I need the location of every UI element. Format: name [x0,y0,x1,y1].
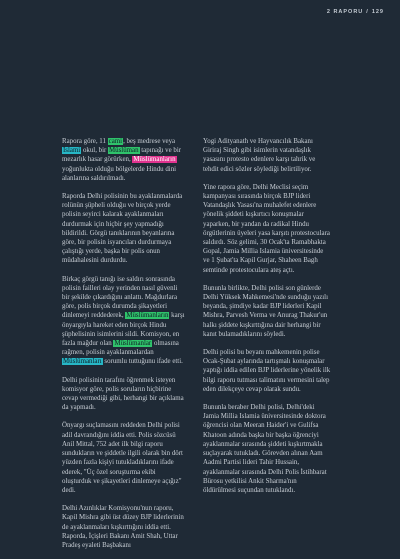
paragraph: Delhi Azınlıklar Komisyonu'nun raporu, Kapil Mishra gibi üst düzey BJP liderlerinin de ayaklanmaları kışkırttığını iddia etti. Raporda, İçişleri Bakanı Amit Shah, Uttar Pradeş eyaleti Başbakanı [62,505,184,549]
paragraph [62,275,185,367]
highlight-cyan: Müslümanları [63,358,102,366]
page-header [327,9,384,15]
paragraph: Delhi polisinin tarafını öğrenmek isteyen komisyor göre, polis soruların hiçbirine cevap vermediği gibi, herhangi bir açıklama da yapmadı. [62,376,184,412]
highlight-green: Müslüman [109,147,139,155]
paragraph: Delhi polisi bu beyanı mahkemenin polise Ocak-Şubat aylarında tartışmalı konuşmalar yaptığı iddia edilen BJP liderlerine yönelik ilk bilgi raporu tutması talimatını vermesini talep eden dilekçeye cevap olarak sundu. [203,349,331,393]
highlight-pink: Müslümanların [133,156,176,164]
paragraph: Raporda Delhi polisinin bu ayaklanmalarda rolünün şüpheli olduğu ve birçok yerde polisin seyirci kalarak ayaklanmaları durdurmak için hiçbir şey yapmadığı bildirildi. Görgü tanıklarının beyanlarına göre, bir polisin isyancıları durdurmaya çalıştığı yerde, başka bir polis onun müdahalesini durdurdu. [62,193,183,265]
left-column [62,137,185,559]
paragraph [62,137,185,183]
page-number: 129 [371,9,384,15]
header-separator: / [366,9,369,15]
paragraph: Önyargı suçlamasını reddeden Delhi polisi adil davrandığını iddia etti. Polis sözcüsü Anil Mittal, 752 adet ilk bilgi raporu sundukların ve şiddetle ilgili olarak bin dört yüzden fazla kişiyi tutukladıklarını ifade ederek, "Üç özel soruşturma ekibi oluşturduk ve şikayetleri dinlemeye açığız" dedi. [62,422,183,494]
highlight-green: Müslümanların [126,312,169,320]
highlight-cyan: İslami [63,147,81,155]
text-run: Rapora göre, 11 [62,138,108,145]
text-run: Birkaç görgü tanığı ise saldırı sonrasında polisin failleri olay yerinden nasıl güvenli bir şekilde çıkardığını anlattı. Mağdurlara göre, polis birçok durumda şikayetleri dinlemeyi reddederek, [62,275,178,320]
text-run: okul, bir [81,147,109,155]
paragraph: Bununla birlikte, Delhi polisi son günlerde Delhi Yüksek Mahkemesi'nde sunduğu yazılı beyanda, şimdiye kadar BJP liderleri Kapil Mishra, Parvesh Verma ve Anurag Thakur'un halkı şiddete kışkırttığına dair herhangi bir kanıt bulamadıklarını söyledi. [203,284,328,338]
highlight-green: cami [108,138,123,145]
paragraph: Yogi Adityanath ve Hayvancılık Bakanı Giriraj Singh gibi isimlerin vatandaşlık yasasını protesto edenlere karşı tahrik ve tehdit edici sözler söylediği belirtiliyor. [203,138,316,173]
text-run: tapınağı ve bir mezarlık hasar görürken, [62,147,182,164]
paragraph: Yine rapora göre, Delhi Meclisi seçim kampanyası sırasında birçok BJP lideri Vatandaşlık Yasası'na muhalefet edenlere yönelik şiddeti kışkırtıcı konuşmalar yaparken, bir yandan da radikal Hindu örgütlerinin üyeleri yasa karşıtı protestoculara saldırdı. Söz gelimi, 30 Ocak'ta Ramabhakta Gopal, Jamia Millia Islamia üniversitesinde ve 1 Şubat'ta Kapil Gurjar, Shaheen Bagh semtinde protestoculara ateş açtı. [203,183,330,274]
right-column [203,137,331,504]
text-run: yoğunlukta olduğu bölgelerde Hindu dini alanlarına saldırılmadı. [62,165,177,182]
section-title: 2 RAPORU [326,9,364,15]
highlight-green: Müslümanlar [114,340,152,348]
text-run: sorumlu tuttuğunu ifade etti. [102,358,183,366]
text-run: , beş medrese veya [123,138,176,145]
paragraph: Bununla beraber Delhi polisi, Delhi'deki Jamia Millia Islamia üniversitesinde doktora öğrencisi olan Meeran Haider'i ve Gulifsa Khatoon adında başka bir başka öğrenciyi ayaklanmalar sırasında şiddeti kışkırtmakla suçlayarak tutukladı. Görevden alınan Aam Aadmi Partisi lideri Tahir Hussain, ayaklanmalar sırasında Delhi Polis İstihbarat Bürosu yetkilisi Ankit Sharma'nın öldürülmesi suçundan tutuklandı. [203,404,327,494]
text-run: karşı önyargıyla hareket eden birçok Hindu şüphelisinin isimlerini sildi. Komisyon, en fazla mağdur olan [62,312,185,348]
text-run: olmasına rağmen, polisin ayaklanmalardan [62,340,179,357]
